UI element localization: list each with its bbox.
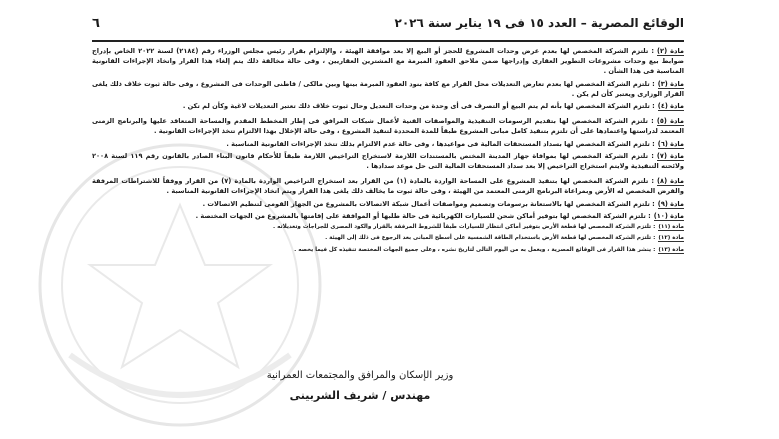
articles-body — [92, 46, 684, 257]
page-header — [92, 6, 684, 42]
minister-title: وزير الإسكان والمرافق والمجتمعات العمرانية — [266, 370, 454, 381]
article-2 — [92, 46, 684, 79]
article-text: : تلتزم الشركة المخصص لها بأنه لم يتم البيع أو التصرف فى أى وحدة من وحدات التعديل وحال ثبوت خلاف ذلك تعتبر التعديلات لاغية وكأن لم تكن . — [182, 102, 655, 111]
article-10 — [92, 211, 684, 223]
article-9 — [92, 199, 684, 211]
signature-block — [250, 370, 470, 402]
article-label: مادة (١١) — [658, 224, 684, 231]
article-4 — [92, 101, 684, 113]
article-label: مادة (١٠) — [653, 211, 684, 220]
article-text: : تلتزم الشركة المخصص لها بتنفيذ المشروع على المساحة الواردة بالمادة (١) من القرار بعد استخراج التراخيص الواردة بالمادة (٧) من القرار ووفقاً للاشتراطات المرفقة والفرض المخصص له الأرض وبمراعاة البرنامج الزمنى المعتمد من الهيئة ، وفى حالة ثبوت ما يخالف ذلك يلغى هذا القرار ويتم اتخاذ الإجراءات القانونية المناسبة . — [92, 177, 684, 196]
article-text: : تلتزم الشركة المخصص لها بتقديم الرسومات التنفيذية والمواصفات الفنية لأعمال شبكات المرافق فى إطار المخطط المقدم والمساحة المتعاقد عليها والبرنامج الزمنى المعتمد لدراستها واعتمادها على أن تلتزم بتنفيذ كامل مبانى المشروع طبقاً للمدة المحددة لتنفيذ المشروع ، وفى حالة الإخلال بهذا الالتزام تتخذ الإجراءات القانونية . — [92, 117, 684, 136]
article-3 — [92, 79, 684, 101]
article-6 — [92, 139, 684, 151]
article-label: مادة (٨) — [657, 177, 684, 186]
article-text: : تلتزم الشركة المخصص لها قطعة الأرض باستخدام الطاقة الشمسية على أسطح المبانى بعد الرجوع فى ذلك إلى الهيئة . — [325, 235, 656, 242]
article-label: مادة (١٢) — [658, 235, 684, 242]
article-label: مادة (٦) — [657, 139, 684, 148]
article-text: : تلتزم الشركة المخصص لها بموافاة جهاز المدينة المختص بالمستندات اللازمة لاستخراج التراخيص اللازمة طبقاً للأحكام قانون البناء الصادر بالقانون رقم ١١٩ لسنة ٢٠٠٨ ولائحته التنفيذية ولايتم استخراج التراخيص إلا بعد سداد المستحقات المالية التى حل موعد سدادها . — [92, 151, 684, 171]
article-12 — [92, 234, 684, 245]
article-8 — [92, 176, 684, 198]
article-7 — [92, 151, 684, 173]
article-13 — [92, 246, 684, 257]
article-text: : تلتزم الشركة المخصص لها بتوفير أماكن شحن للسيارات الكهربائية فى حالة طلبها أو الموافقة على إقامتها بالمشروع من الجهات المختصة . — [195, 211, 651, 220]
article-label: مادة (٥) — [656, 117, 684, 126]
article-text: : تلتزم الشركة المخصص لها بسداد المستحقات المالية فى مواعيدها ، وفى حالة عدم الالتزام بذلك تتخذ الإجراءات القانونية المناسبة . — [226, 139, 655, 148]
article-text: : تلتزم الشركة المخصص لها قطعة الأرض بتوفير أماكن انتظار للسيارات طبقاً للشروط المرفقة بالقرار والكود المصرى للجراجات وتعديلاته . — [273, 224, 656, 231]
article-text: : تلتزم الشركة المخصص لها بالاستعانة برسومات وتصميم ومواصفات أعمال شبكة الاتصالات بالمشروع من الجهاز القومى لتنظيم الاتصالات . — [202, 199, 655, 208]
article-text: : تلتزم الشركة المخصص لها بعدم عرض وحدات المشروع للحجز أو البيع إلا بعد موافقة الهيئة ، والإلتزام بقرار رئيس مجلس الوزراء رقم (٢١٨٤) لسنة ٢٠٢٢ الخاص بإدراج ضوابط بيع وحدات مشروعات التطوير العقارى وإدراجها ضمن ملاحق العقود المبرمة مع المشترين العقاريين ، وفى حالة مخالفة ذلك يتم إلغاء هذا القرار واتخاذ الإجراءات القانونية المناسبة فى هذا الشأن . — [92, 47, 684, 76]
page-number: ٦ — [92, 15, 100, 31]
article-label: مادة (٢) — [657, 47, 684, 55]
article-11 — [92, 223, 684, 234]
article-label: مادة (٣) — [657, 79, 684, 88]
article-text: : تلتزم الشركة المخصص لها بعدم تعارض التعديلات محل القرار مع كافة بنود العقود المبرمة بينها وبين مالكى / قاطنى الوحدات فى المشروع ، وفى حالة ثبوت خلاف ذلك يلغى القرار الوزارى ويعتبر كأن لم يكن . — [92, 79, 684, 98]
article-label: مادة (٤) — [657, 102, 684, 111]
article-label: مادة (٩) — [657, 199, 684, 208]
article-label: مادة (١٣) — [658, 246, 684, 253]
article-text: : ينشر هذا القرار فى الوقائع المصرية ، ويعمل به من اليوم التالى لتاريخ نشره ، وعلى جميع الجهات المختصة تنفيذه كل فيما يخصه . — [294, 246, 656, 253]
gazette-title: الوقائع المصرية – العدد ١٥ فى ١٩ يناير سنة ٢٠٢٦ — [394, 16, 684, 30]
minister-name: مهندس / شريف الشربينى — [289, 389, 431, 402]
article-5 — [92, 116, 684, 138]
article-label: مادة (٧) — [656, 151, 685, 160]
